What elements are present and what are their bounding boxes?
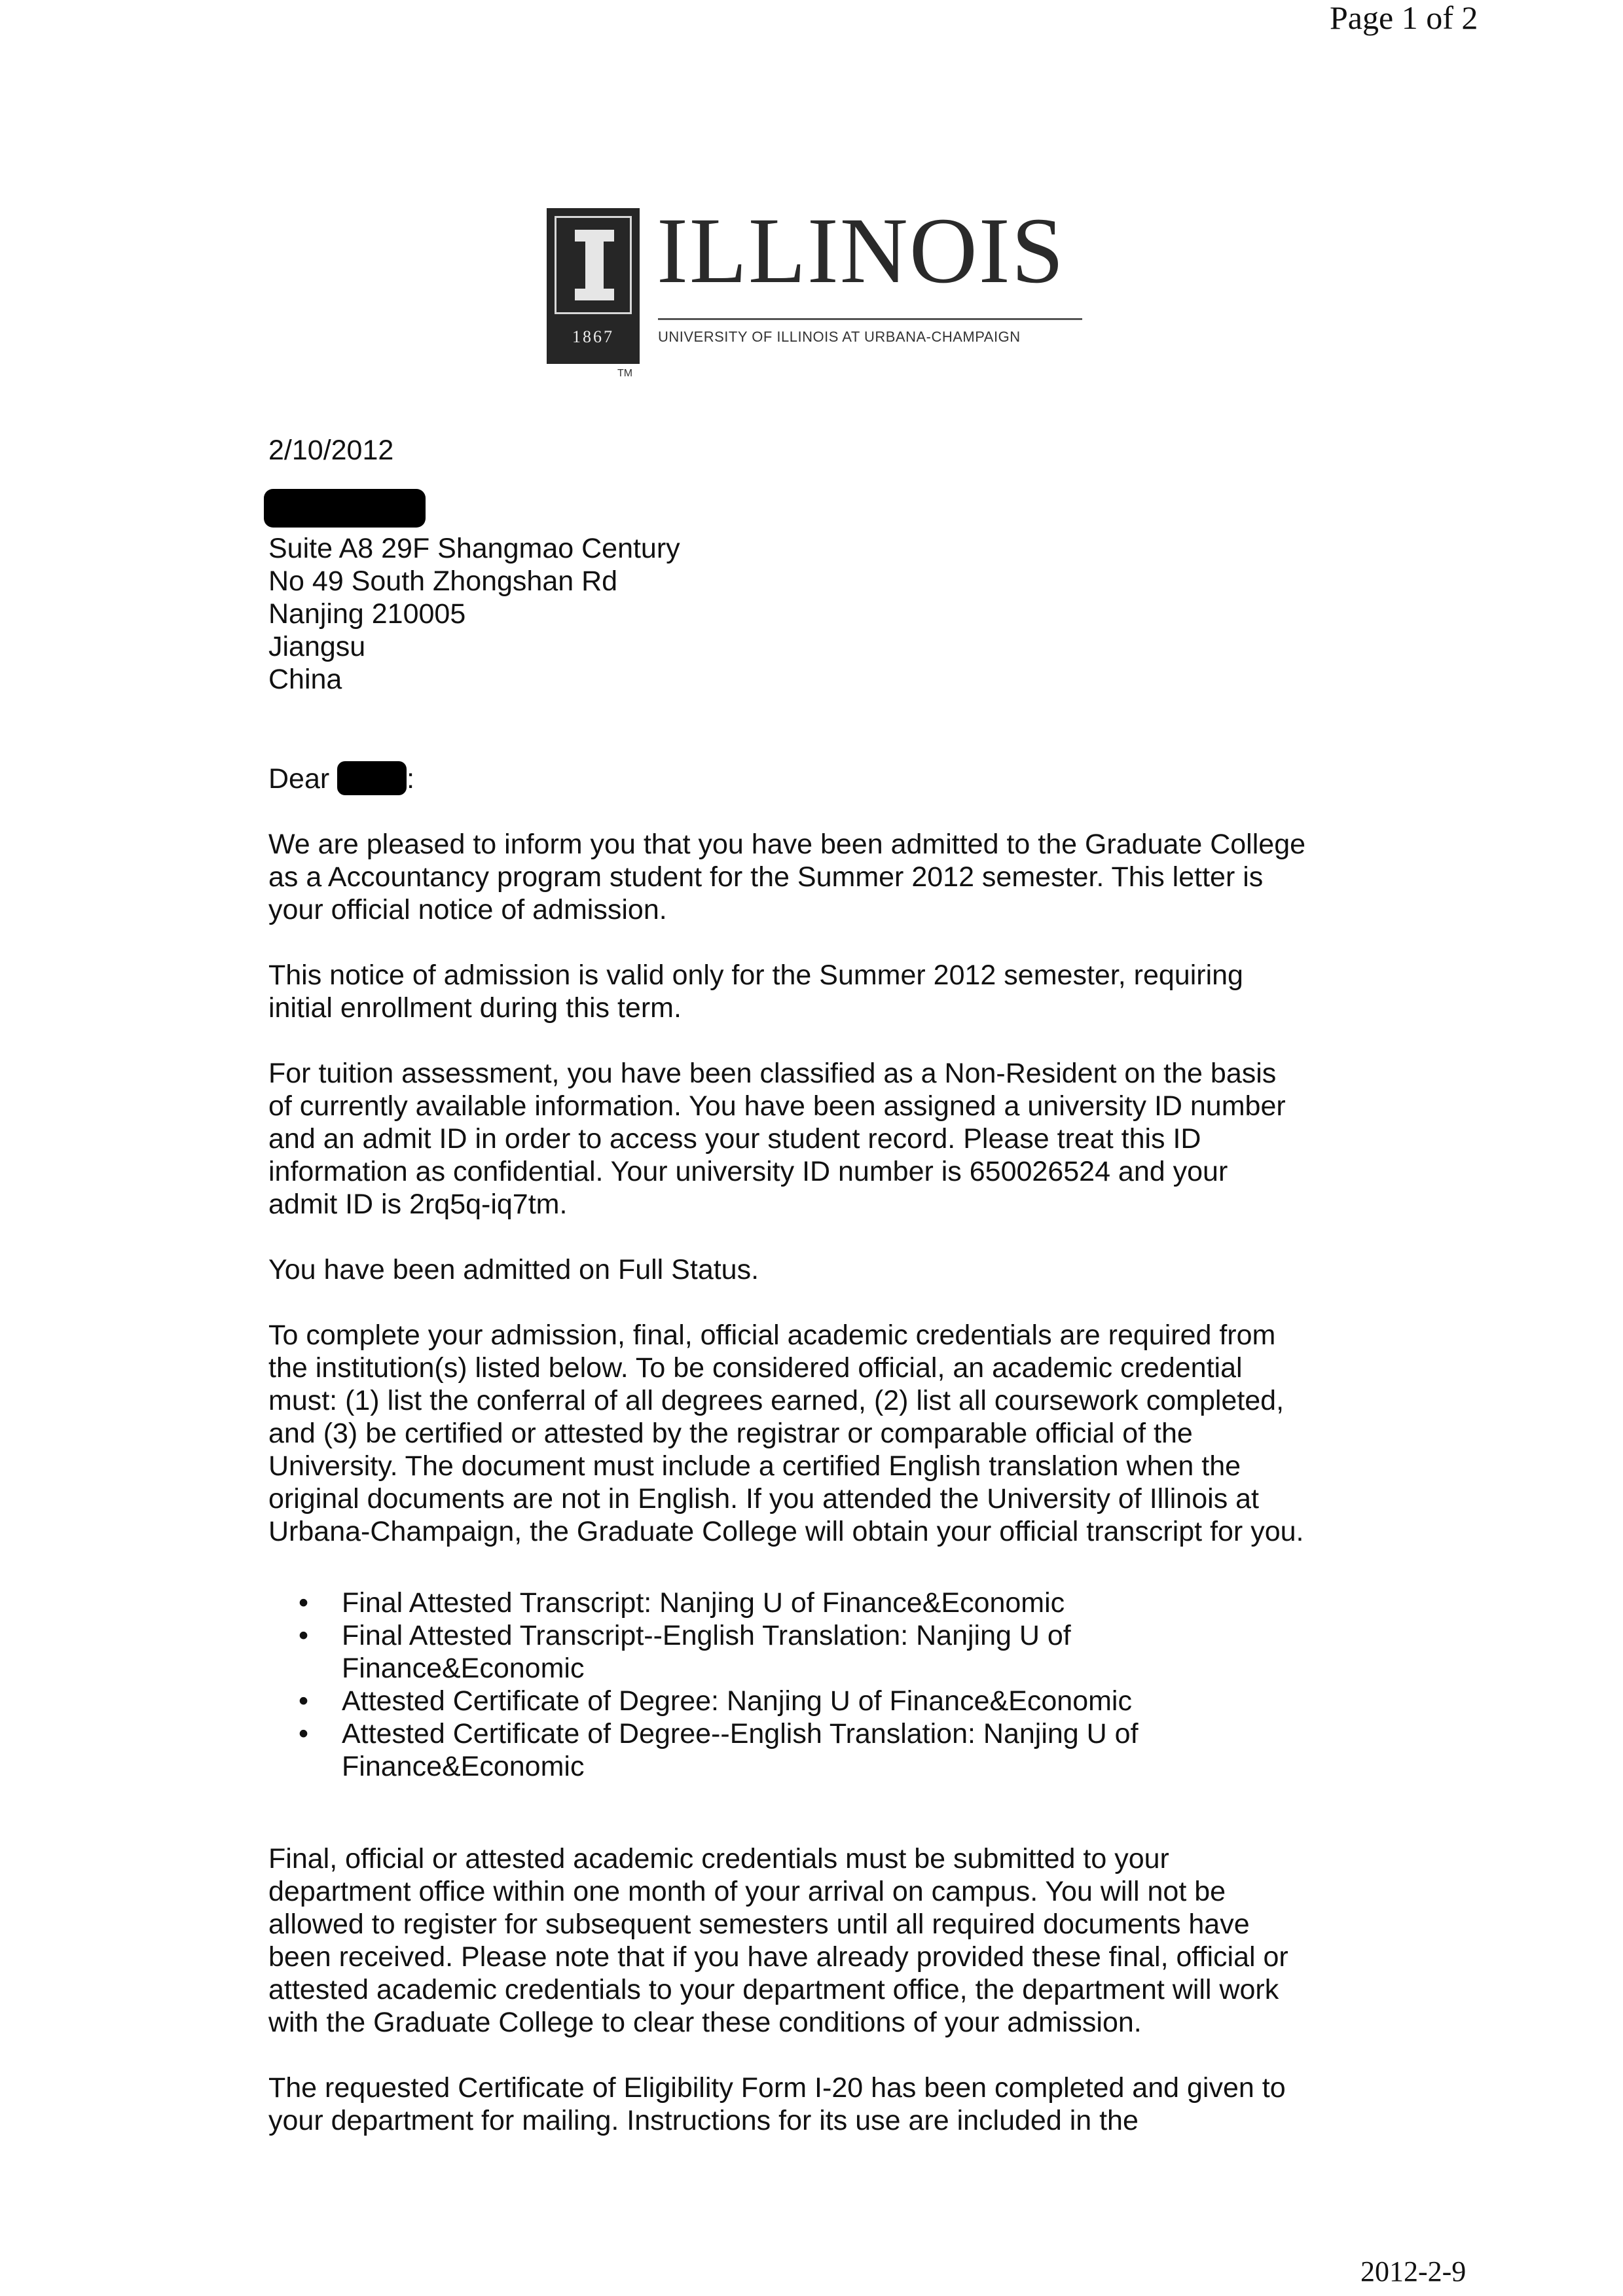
redacted-name [337, 761, 407, 795]
bullet-icon: • [299, 1587, 309, 1619]
bullet-icon: • [299, 1718, 309, 1749]
list-item-text: Attested Certificate of Degree: Nanjing U of Finance&Economic [342, 1685, 1132, 1717]
salutation [268, 762, 414, 795]
list-item-text: Attested Certificate of Degree--English Translation: Nanjing U of [342, 1718, 1139, 1749]
paragraph-line: This notice of admission is valid only for the Summer 2012 semester, requiring [268, 960, 1243, 991]
list-item [268, 1685, 1139, 1717]
paragraph-line: and an admit ID in order to access your student record. Please treat this ID [268, 1123, 1201, 1155]
paragraph-line: We are pleased to inform you that you have been admitted to the Graduate College [268, 829, 1306, 860]
address-line: Nanjing 210005 [268, 598, 466, 630]
required-documents-list [268, 1587, 1139, 1783]
paragraph-line: attested academic credentials to your department office, the department will work [268, 1974, 1279, 2005]
paragraph-line: the institution(s) listed below. To be considered official, an academic credential [268, 1352, 1243, 1384]
address-line: Suite A8 29F Shangmao Century [268, 533, 680, 564]
paragraph-status [268, 1253, 759, 1286]
paragraph-credentials [268, 1319, 1304, 1548]
logo-wordmark: ILLINOIS [657, 199, 1065, 303]
paragraph-line: information as confidential. Your university ID number is 650026524 and your [268, 1156, 1228, 1187]
paragraph-admission [268, 828, 1305, 926]
list-item [268, 1717, 1139, 1783]
paragraph-line: University. The document must include a certified English translation when the [268, 1450, 1241, 1482]
logo-emblem [547, 208, 640, 364]
page-number: Page 1 of 2 [1330, 0, 1478, 36]
address-line: Jiangsu [268, 631, 366, 662]
letter-date: 2/10/2012 [268, 435, 394, 466]
paragraph-line: your official notice of admission. [268, 894, 667, 925]
bullet-icon: • [299, 1685, 309, 1717]
paragraph-line: of currently available information. You have been assigned a university ID number [268, 1090, 1286, 1122]
paragraph-line: initial enrollment during this term. [268, 992, 682, 1024]
paragraph-tuition-id [268, 1057, 1286, 1221]
mailing-address [268, 532, 680, 696]
paragraph-line: and (3) be certified or attested by the registrar or comparable official of the [268, 1418, 1193, 1449]
paragraph-line: admit ID is 2rq5q-iq7tm. [268, 1189, 568, 1220]
salutation-colon: : [407, 763, 415, 795]
paragraph-line: You have been admitted on Full Status. [268, 1254, 759, 1285]
paragraph-submission [268, 1842, 1288, 2039]
paragraph-line: your department for mailing. Instructions for its use are included in the [268, 2105, 1139, 2136]
paragraph-line: To complete your admission, final, official academic credentials are required from [268, 1319, 1276, 1351]
list-item-text: Final Attested Transcript: Nanjing U of Finance&Economic [342, 1587, 1065, 1619]
list-item-text: Final Attested Transcript--English Translation: Nanjing U of [342, 1620, 1071, 1651]
paragraph-line: allowed to register for subsequent semesters until all required documents have [268, 1909, 1250, 1940]
address-line: China [268, 664, 342, 695]
footer-date: 2012-2-9 [1360, 2255, 1467, 2287]
redacted-recipient-name [264, 489, 426, 528]
paragraph-line: with the Graduate College to clear these conditions of your admission. [268, 2007, 1142, 2038]
paragraph-line: department office within one month of your arrival on campus. You will not be [268, 1876, 1226, 1907]
logo-tagline: UNIVERSITY OF ILLINOIS AT URBANA-CHAMPAIGN [658, 329, 1021, 345]
list-item [268, 1587, 1139, 1619]
paragraph-validity [268, 959, 1243, 1024]
logo-divider [658, 318, 1082, 320]
paragraph-line: must: (1) list the conferral of all degrees earned, (2) list all coursework completed, [268, 1385, 1285, 1416]
list-item-text: Finance&Economic [342, 1751, 585, 1782]
block-i-icon [575, 230, 614, 300]
paragraph-line: For tuition assessment, you have been classified as a Non-Resident on the basis [268, 1058, 1277, 1089]
paragraph-line: been received. Please note that if you have already provided these final, official or [268, 1941, 1288, 1973]
bullet-icon: • [299, 1620, 309, 1651]
university-logo [547, 199, 1084, 386]
paragraph-i20 [268, 2072, 1286, 2137]
address-line: No 49 South Zhongshan Rd [268, 565, 618, 597]
logo-year: 1867 [572, 327, 614, 346]
list-item [268, 1619, 1139, 1685]
paragraph-line: Urbana-Champaign, the Graduate College will obtain your official transcript for you. [268, 1516, 1304, 1547]
paragraph-line: Final, official or attested academic credentials must be submitted to your [268, 1843, 1169, 1874]
logo-column-frame [555, 216, 632, 314]
paragraph-line: as a Accountancy program student for the Summer 2012 semester. This letter is [268, 861, 1264, 893]
paragraph-line: original documents are not in English. If you attended the University of Illinois at [268, 1483, 1259, 1515]
salutation-word: Dear [268, 763, 330, 795]
trademark-mark: TM [617, 368, 633, 379]
paragraph-line: The requested Certificate of Eligibility Form I-20 has been completed and given to [268, 2072, 1286, 2104]
list-item-text: Finance&Economic [342, 1653, 585, 1684]
